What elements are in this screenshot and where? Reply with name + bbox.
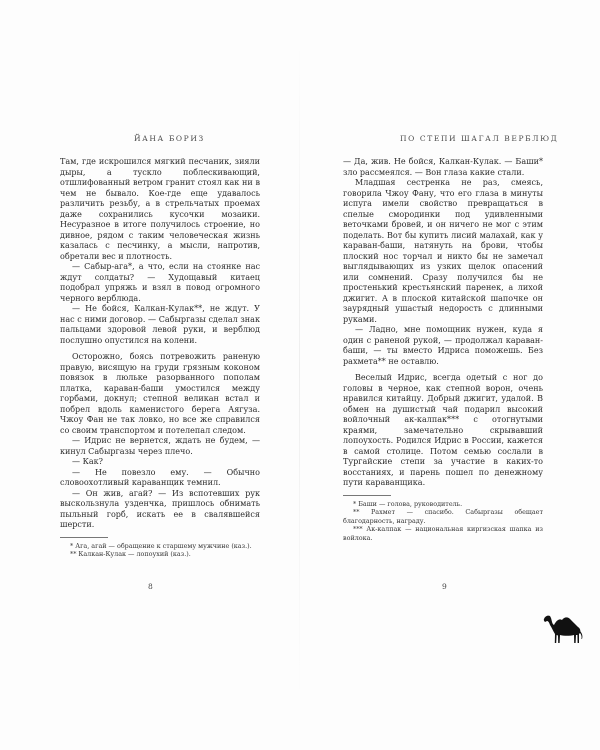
paragraph: — Ладно, мне помощник нужен, куда я один с раненой рукой, — продолжал караван-баши, — ты вместо Идриса поможешь. Без рахмета** не оставлю. xyxy=(343,325,543,366)
running-head-author: ЙАНА БОРИЗ xyxy=(134,134,205,143)
footnote: *** Ак-калпак — национальная киргизская шапка из войлока. xyxy=(343,525,543,542)
footnote: * Ага, агай — обращение к старшему мужчине (каз.). xyxy=(70,541,252,550)
paragraph: — Не бойся, Калкан-Кулак**, не ждут. У нас с ними договор. — Сабыргазы сделал знак пальцами здоровой левой руки, и верблюд послушно опустился на колени. xyxy=(60,304,260,345)
paragraph: — Да, жив. Не бойся, Калкан-Кулак. — Баши* зло рассмеялся. — Вон глаза какие стали. xyxy=(343,157,543,177)
right-text-block xyxy=(343,157,543,542)
paragraph: — Не повезло ему. — Обычно словоохотливый караванщик темнил. xyxy=(60,467,260,487)
footnote-rule xyxy=(60,537,108,538)
paragraph: — Сабыр-ага*, а что, если на стоянке нас ждут солдаты? — Худощавый китаец подобрал упряжь и взял в повод огромного черного верблюда. xyxy=(60,262,260,303)
paragraph: Осторожно, боясь потревожить раненую правую, висящую на груди грязным коконом повязок в люльке разорванного пополам платка, караван-баши умостился между горбами, докнул; степной великан встал и побрел вдоль каменистого берега Аягуза. Чжоу Фан не так ловко, но все же справился со своим транспортом и потелепал следом. xyxy=(60,352,260,435)
left-text-block xyxy=(60,157,260,559)
camel-icon xyxy=(542,610,586,644)
footnote: ** Рахмет — спасибо. Сабыргазы обещает благодарность, награду. xyxy=(343,508,543,525)
footnote: * Баши — голова, руководитель. xyxy=(353,499,463,508)
paragraph: — Он жив, агай? — Из вспотевших рук выскользнула узденчка, пришлось обнимать пыльный горб, искать ее в свалявшейся шерсти. xyxy=(60,488,260,529)
footnotes xyxy=(60,542,260,559)
footnote: ** Калкан-Кулак — лопоухий (каз.). xyxy=(70,550,191,558)
footnote-rule xyxy=(343,495,391,496)
footnotes xyxy=(343,500,543,543)
paragraph: — Как? xyxy=(72,457,103,466)
paragraph: Там, где искрошился мягкий песчаник, зияли дыры, а тускло поблескивающий, отшлифованный ветром гранит стоял как ни в чем не бывало. Кое-где еще удавалось различить резьбу, а в стрельчатых проемах даже сохранились кусочки мозаики. Несуразное в итоге получилось строение, но дивное, рядом с таким человеческая жизнь казалась с песчинку, а мысли, напротив, обретали вес и плотность. xyxy=(60,157,260,261)
paragraph: Веселый Идрис, всегда одетый с ног до головы в черное, как степной ворон, очень нравился китайцу. Добрый джигит, удалой. В обмен на душистый чай подарил высокий войлочный ак-калпак*** с отогнутыми краями, замечательно скрывавший лопоухость. Родился Идрис в России, кажется в самой столице. Потом семью сослали в Тургайские степи за участие в каких-то восстаниях, и парень пошел по денежному пути караванщика. xyxy=(343,373,543,487)
running-head-title: ПО СТЕПИ ШАГАЛ ВЕРБЛЮД xyxy=(400,134,559,143)
page-number: 8 xyxy=(148,582,153,591)
paragraph: Младшая сестренка не раз, смеясь, говорила Чжоу Фану, что его глаза в минуты испуга имели свойство превращаться в спелые смородинки под удивленными веточками бровей, и он ничего не мог с этим поделать. Вот бы купить лисий малахай, как у караван-баши, натянуть на брови, чтобы плоский нос торчал и никто бы не замечал выглядывающих из узких щелок опасений или сомнений. Сразу получился бы не простенький крестьянский паренек, а лихой джигит. А в плоской китайской шапочке он заурядный ушастый недорость с длинными руками. xyxy=(343,178,543,324)
paragraph: — Идрис не вернется, ждать не будем, — кинул Сабыргазы через плечо. xyxy=(60,436,260,456)
page-number: 9 xyxy=(442,582,447,591)
